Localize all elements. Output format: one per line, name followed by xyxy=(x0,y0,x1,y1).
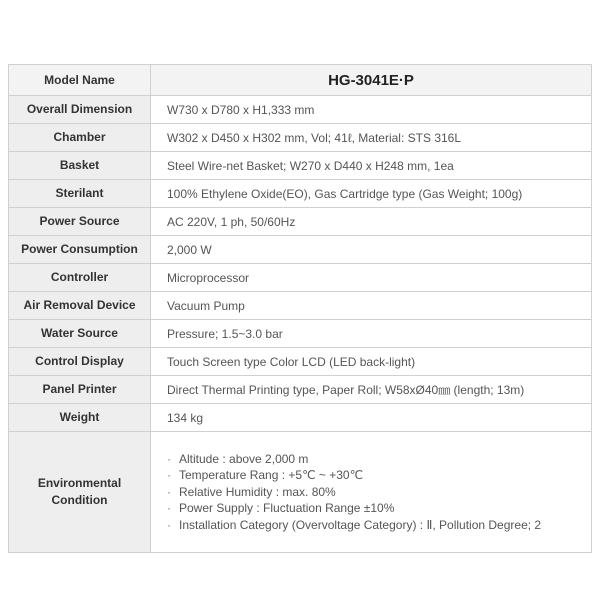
environmental-label-line2: Condition xyxy=(51,493,108,507)
spec-label: Panel Printer xyxy=(9,376,151,404)
spec-table xyxy=(8,64,592,553)
spec-value: 134 kg xyxy=(151,404,592,432)
spec-label: Power Source xyxy=(9,208,151,236)
list-item xyxy=(167,451,591,468)
spec-value: AC 220V, 1 ph, 50/60Hz xyxy=(151,208,592,236)
spec-label: Water Source xyxy=(9,320,151,348)
spec-label: Air Removal Device xyxy=(9,292,151,320)
model-name-row xyxy=(9,65,592,96)
spec-label: Control Display xyxy=(9,348,151,376)
spec-value: 100% Ethylene Oxide(EO), Gas Cartridge type (Gas Weight; 100g) xyxy=(151,180,592,208)
spec-value: 2,000 W xyxy=(151,236,592,264)
spec-row-power-consumption xyxy=(9,236,592,264)
spec-row-controller xyxy=(9,264,592,292)
spec-label: Sterilant xyxy=(9,180,151,208)
bullet-dot: · xyxy=(167,468,171,483)
spec-label: Chamber xyxy=(9,124,151,152)
list-item-text: Temperature Rang : +5℃ ~ +30℃ xyxy=(179,468,364,483)
spec-row-air-removal-device xyxy=(9,292,592,320)
list-item-text: Relative Humidity : max. 80% xyxy=(179,484,336,499)
model-name-value: HG-3041E·P xyxy=(151,65,592,96)
environmental-condition-label xyxy=(9,432,151,553)
list-item-text: Power Supply : Fluctuation Range ±10% xyxy=(179,501,395,516)
spec-row-chamber xyxy=(9,124,592,152)
bullet-dot: · xyxy=(167,501,171,516)
list-item xyxy=(167,517,591,534)
spec-label: Controller xyxy=(9,264,151,292)
spec-row-basket xyxy=(9,152,592,180)
environmental-label-line1: Environmental xyxy=(37,476,122,490)
bullet-dot: · xyxy=(167,484,171,499)
spec-row-power-source xyxy=(9,208,592,236)
spec-label: Power Consumption xyxy=(9,236,151,264)
list-item xyxy=(167,484,591,501)
spec-row-control-display xyxy=(9,348,592,376)
spec-row-panel-printer xyxy=(9,376,592,404)
environmental-condition-value xyxy=(151,432,592,553)
spec-row-weight xyxy=(9,404,592,432)
spec-label: Basket xyxy=(9,152,151,180)
list-item xyxy=(167,467,591,484)
list-item-text: Altitude : above 2,000 m xyxy=(179,451,309,466)
spec-row-sterilant xyxy=(9,180,592,208)
spec-value: W302 x D450 x H302 mm, Vol; 41ℓ, Material: STS 316L xyxy=(151,124,592,152)
spec-label: Weight xyxy=(9,404,151,432)
bullet-dot: · xyxy=(167,517,171,532)
spec-label: Overall Dimension xyxy=(9,96,151,124)
spec-value: Pressure; 1.5~3.0 bar xyxy=(151,320,592,348)
spec-row-environmental-condition xyxy=(9,432,592,553)
environmental-list xyxy=(167,451,591,534)
spec-value: Steel Wire-net Basket; W270 x D440 x H248 mm, 1ea xyxy=(151,152,592,180)
spec-value: Microprocessor xyxy=(151,264,592,292)
spec-value: Direct Thermal Printing type, Paper Roll; W58xØ40㎜ (length; 13m) xyxy=(151,376,592,404)
spec-value: Touch Screen type Color LCD (LED back-light) xyxy=(151,348,592,376)
spec-row-water-source xyxy=(9,320,592,348)
spec-value: Vacuum Pump xyxy=(151,292,592,320)
spec-row-overall-dimension xyxy=(9,96,592,124)
list-item-text: Installation Category (Overvoltage Category) : Ⅱ, Pollution Degree; 2 xyxy=(179,517,542,532)
list-item xyxy=(167,500,591,517)
model-name-label: Model Name xyxy=(9,65,151,96)
spec-value: W730 x D780 x H1,333 mm xyxy=(151,96,592,124)
bullet-dot: · xyxy=(167,451,171,466)
